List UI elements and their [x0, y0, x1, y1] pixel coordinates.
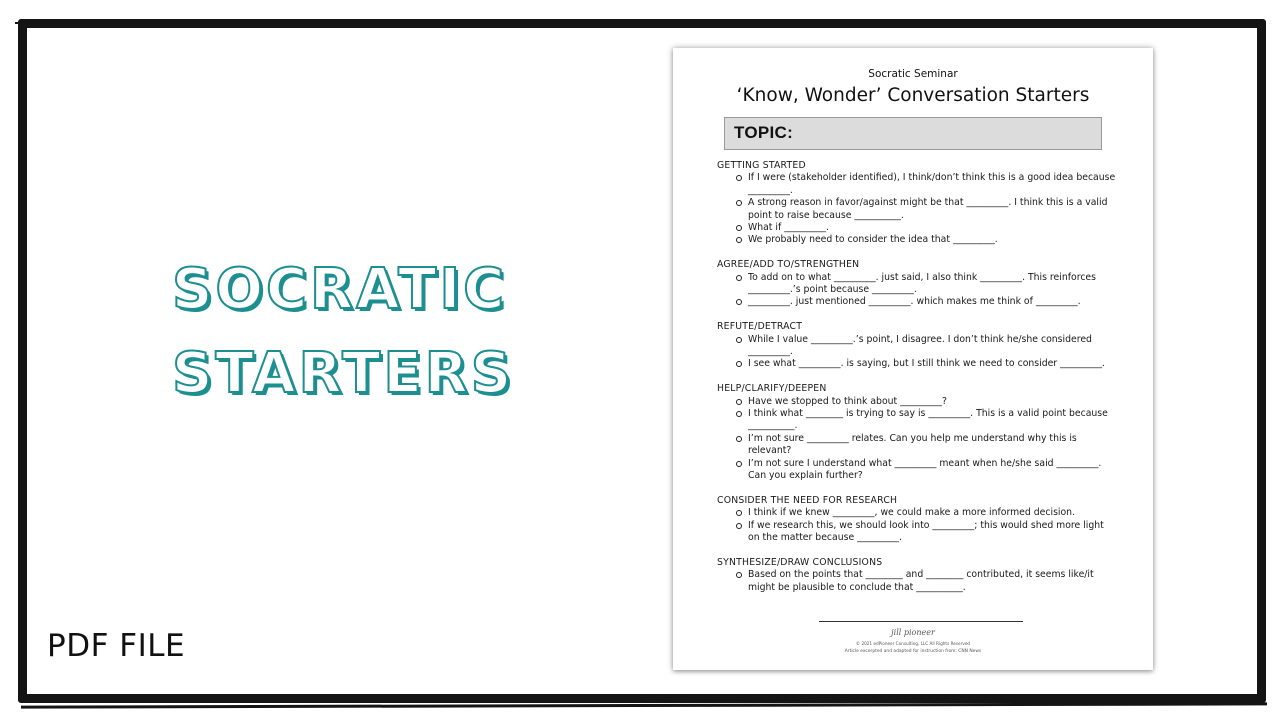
list-item: I think what ________ is trying to say is _________. This is a valid point because __________.	[748, 408, 1117, 433]
section-list	[717, 272, 1117, 309]
pdf-file-label: PDF FILE	[47, 628, 186, 664]
section-heading: CONSIDER THE NEED FOR RESEARCH	[717, 494, 898, 506]
list-item: Based on the points that ________ and ________ contributed, it seems like/it might be plausible to conclude that __________.	[748, 569, 1117, 594]
section-heading: HELP/CLARIFY/DEEPEN	[717, 383, 827, 395]
section	[717, 557, 1117, 594]
copyright-text: © 2021 edPioneer Consulting, LLC All Rights Reserved	[855, 641, 971, 646]
section-heading: SYNTHESIZE/DRAW CONCLUSIONS	[717, 556, 883, 568]
sections-container	[717, 160, 1117, 607]
list-item: _________. just mentioned _________. which makes me think of _________.	[748, 296, 1117, 308]
section-list	[717, 396, 1117, 483]
hero-title-line-2: STARTERS	[172, 341, 515, 406]
document-title: ‘Know, Wonder’ Conversation Starters	[736, 85, 1090, 106]
document-preview	[673, 48, 1153, 670]
section	[717, 160, 1117, 247]
section-heading: GETTING STARTED	[717, 160, 806, 171]
list-item: I think if we knew _________, we could make a more informed decision.	[748, 507, 1117, 519]
signature-line	[819, 621, 1023, 622]
section-list	[717, 507, 1117, 544]
hero-title	[172, 248, 515, 416]
list-item: I’m not sure I understand what _________ meant when he/she said _________. Can you explain further?	[748, 458, 1117, 483]
list-item: We probably need to consider the idea that _________.	[748, 234, 1117, 246]
list-item: If we research this, we should look into _________; this would shed more light on the matter because _________.	[748, 520, 1117, 545]
list-item: I’m not sure _________ relates. Can you help me understand why this is relevant?	[748, 433, 1117, 458]
section-heading: REFUTE/DETRACT	[717, 321, 803, 333]
hero-title-line-1: SOCRATIC	[172, 257, 508, 322]
section	[717, 383, 1117, 482]
list-item: To add on to what _________. just said, I also think _________. This reinforces _________.’s point because _________.	[748, 272, 1117, 297]
section	[717, 321, 1117, 371]
source-credit: Article excerpted and adapted for instruction from: CNN News	[844, 649, 982, 654]
list-item: Have we stopped to think about _________?	[748, 396, 1117, 408]
list-item: I see what _________. is saying, but I still think we need to consider _________.	[748, 358, 1117, 370]
section-list	[717, 569, 1117, 594]
section	[717, 259, 1117, 309]
topic-box	[724, 117, 1102, 150]
section	[717, 495, 1117, 545]
topic-label: TOPIC:	[734, 123, 794, 142]
section-list	[717, 334, 1117, 371]
brand-logo: jill pioneer	[891, 628, 935, 637]
list-item: If I were (stakeholder identified), I think/don’t think this is a good idea because _________.	[748, 172, 1116, 196]
document-subtitle: Socratic Seminar	[868, 68, 958, 80]
list-item: What if _________.	[748, 222, 1117, 234]
section-heading: AGREE/ADD TO/STRENGTHEN	[717, 259, 860, 271]
section-list	[717, 172, 1117, 246]
list-item: While I value _________.’s point, I disagree. I don’t think he/she considered _________.	[748, 334, 1117, 359]
list-item: A strong reason in favor/against might be that _________. I think this is a valid point to raise because __________.	[748, 197, 1117, 222]
